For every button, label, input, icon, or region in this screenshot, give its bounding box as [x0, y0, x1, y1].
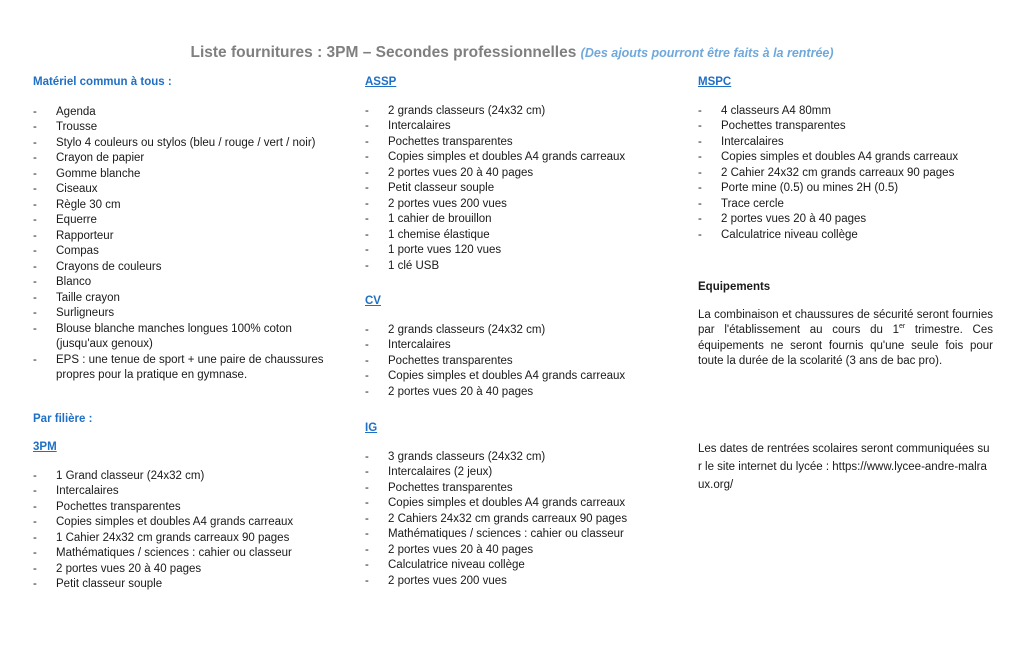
- list-item: - Intercalaires (2 jeux): [365, 465, 665, 481]
- list-item: - Trace cercle: [698, 197, 993, 213]
- section-heading-ig: IG: [365, 422, 378, 434]
- column-right: [698, 75, 993, 494]
- list-item: - Mathématiques / sciences : cahier ou classeur: [365, 527, 665, 543]
- par-filiere-heading: Par filière :: [33, 412, 93, 425]
- list-item: - Calculatrice niveau collège: [365, 558, 665, 574]
- section-heading-3pm: 3PM: [33, 441, 57, 453]
- common-heading: Matériel commun à tous :: [33, 76, 172, 88]
- title-note: (Des ajouts pourront être faits à la rentrée): [580, 46, 834, 60]
- page-title: [0, 44, 1024, 62]
- list-item: - Calculatrice niveau collège: [698, 228, 993, 244]
- list-item: - Ciseaux: [33, 182, 333, 198]
- list-item: - Stylo 4 couleurs ou stylos (bleu / rouge / vert / noir): [33, 136, 333, 152]
- list-item: - 2 Cahier 24x32 cm grands carreaux 90 pages: [698, 166, 993, 182]
- list-item: - 4 classeurs A4 80mm: [698, 104, 993, 120]
- list-item: - 1 Cahier 24x32 cm grands carreaux 90 pages: [33, 531, 333, 547]
- list-mspc: [698, 104, 993, 244]
- list-item: - 2 portes vues 20 à 40 pages: [365, 543, 665, 559]
- list-item: - Equerre: [33, 213, 333, 229]
- list-ig: [365, 450, 665, 590]
- list-item: - Petit classeur souple: [365, 181, 665, 197]
- list-item: - 2 Cahiers 24x32 cm grands carreaux 90 pages: [365, 512, 665, 528]
- list-item: - 1 chemise élastique: [365, 228, 665, 244]
- list-item: - Mathématiques / sciences : cahier ou classeur: [33, 546, 333, 562]
- list-item: - 2 portes vues 200 vues: [365, 197, 665, 213]
- list-item: - Crayons de couleurs: [33, 260, 333, 276]
- list-item: - 2 portes vues 20 à 40 pages: [365, 166, 665, 182]
- column-middle: [365, 75, 665, 589]
- section-heading-cv: CV: [365, 295, 381, 307]
- list-item: - 2 portes vues 20 à 40 pages: [698, 212, 993, 228]
- list-item: - Compas: [33, 244, 333, 260]
- title-main: Liste fournitures : 3PM – Secondes professionnelles: [190, 44, 577, 61]
- list-item: - Pochettes transparentes: [365, 354, 665, 370]
- list-item: - Agenda: [33, 105, 333, 121]
- list-item: - Copies simples et doubles A4 grands carreaux: [365, 150, 665, 166]
- list-item: - Blouse blanche manches longues 100% coton (jusqu'aux genoux): [33, 322, 333, 353]
- dates-info: Les dates de rentrées scolaires seront communiquées sur le site internet du lycée : https://www.lycee-andre-malraux.org/: [698, 442, 990, 491]
- list-item: - Gomme blanche: [33, 167, 333, 183]
- list-item: - 1 clé USB: [365, 259, 665, 275]
- list-item: - 3 grands classeurs (24x32 cm): [365, 450, 665, 466]
- list-cv: [365, 323, 665, 401]
- column-left: [33, 75, 333, 593]
- list-item: - Pochettes transparentes: [365, 481, 665, 497]
- list-item: - 2 portes vues 200 vues: [365, 574, 665, 590]
- list-item: - 1 cahier de brouillon: [365, 212, 665, 228]
- list-item: - 1 porte vues 120 vues: [365, 243, 665, 259]
- section-heading-assp: ASSP: [365, 76, 397, 88]
- list-item: - Trousse: [33, 120, 333, 136]
- list-item: - Copies simples et doubles A4 grands carreaux: [33, 515, 333, 531]
- list-item: - Crayon de papier: [33, 151, 333, 167]
- equipements-text-part2: trimestre. Ces équipements ne seront fournis qu'une seule fois pour toute la durée de la scolarité (3 ans de bac pro).: [698, 324, 993, 367]
- equipements-text: [698, 308, 993, 370]
- equipements-text-part1: La combinaison et chaussures de sécurité seront fournies par l'établissement au cours du 1: [698, 308, 993, 336]
- list-item: - Copies simples et doubles A4 grands carreaux: [365, 369, 665, 385]
- list-item: - Pochettes transparentes: [365, 135, 665, 151]
- list-item: - Intercalaires: [33, 484, 333, 500]
- list-item: - Surligneurs: [33, 306, 333, 322]
- list-item: - Copies simples et doubles A4 grands carreaux: [698, 150, 993, 166]
- list-item: - Pochettes transparentes: [33, 500, 333, 516]
- common-list: [33, 105, 333, 384]
- list-item: - Rapporteur: [33, 229, 333, 245]
- list-item: - Intercalaires: [365, 338, 665, 354]
- list-item: - 2 portes vues 20 à 40 pages: [365, 385, 665, 401]
- list-item: - Intercalaires: [698, 135, 993, 151]
- list-item: - 2 grands classeurs (24x32 cm): [365, 104, 665, 120]
- list-assp: [365, 104, 665, 275]
- list-item: - Blanco: [33, 275, 333, 291]
- list-3pm: [33, 469, 333, 593]
- list-item: - Intercalaires: [365, 119, 665, 135]
- list-item: - EPS : une tenue de sport + une paire de chaussures propres pour la pratique en gymnase.: [33, 353, 333, 384]
- equipements-heading: Equipements: [698, 281, 771, 293]
- list-item: - Porte mine (0.5) ou mines 2H (0.5): [698, 181, 993, 197]
- list-item: - 2 grands classeurs (24x32 cm): [365, 323, 665, 339]
- list-item: - Taille crayon: [33, 291, 333, 307]
- list-item: - Pochettes transparentes: [698, 119, 993, 135]
- equipements-superscript: er: [898, 323, 906, 331]
- list-item: - 1 Grand classeur (24x32 cm): [33, 469, 333, 485]
- section-heading-mspc: MSPC: [698, 76, 732, 88]
- list-item: - Règle 30 cm: [33, 198, 333, 214]
- list-item: - Petit classeur souple: [33, 577, 333, 593]
- list-item: - Copies simples et doubles A4 grands carreaux: [365, 496, 665, 512]
- list-item: - 2 portes vues 20 à 40 pages: [33, 562, 333, 578]
